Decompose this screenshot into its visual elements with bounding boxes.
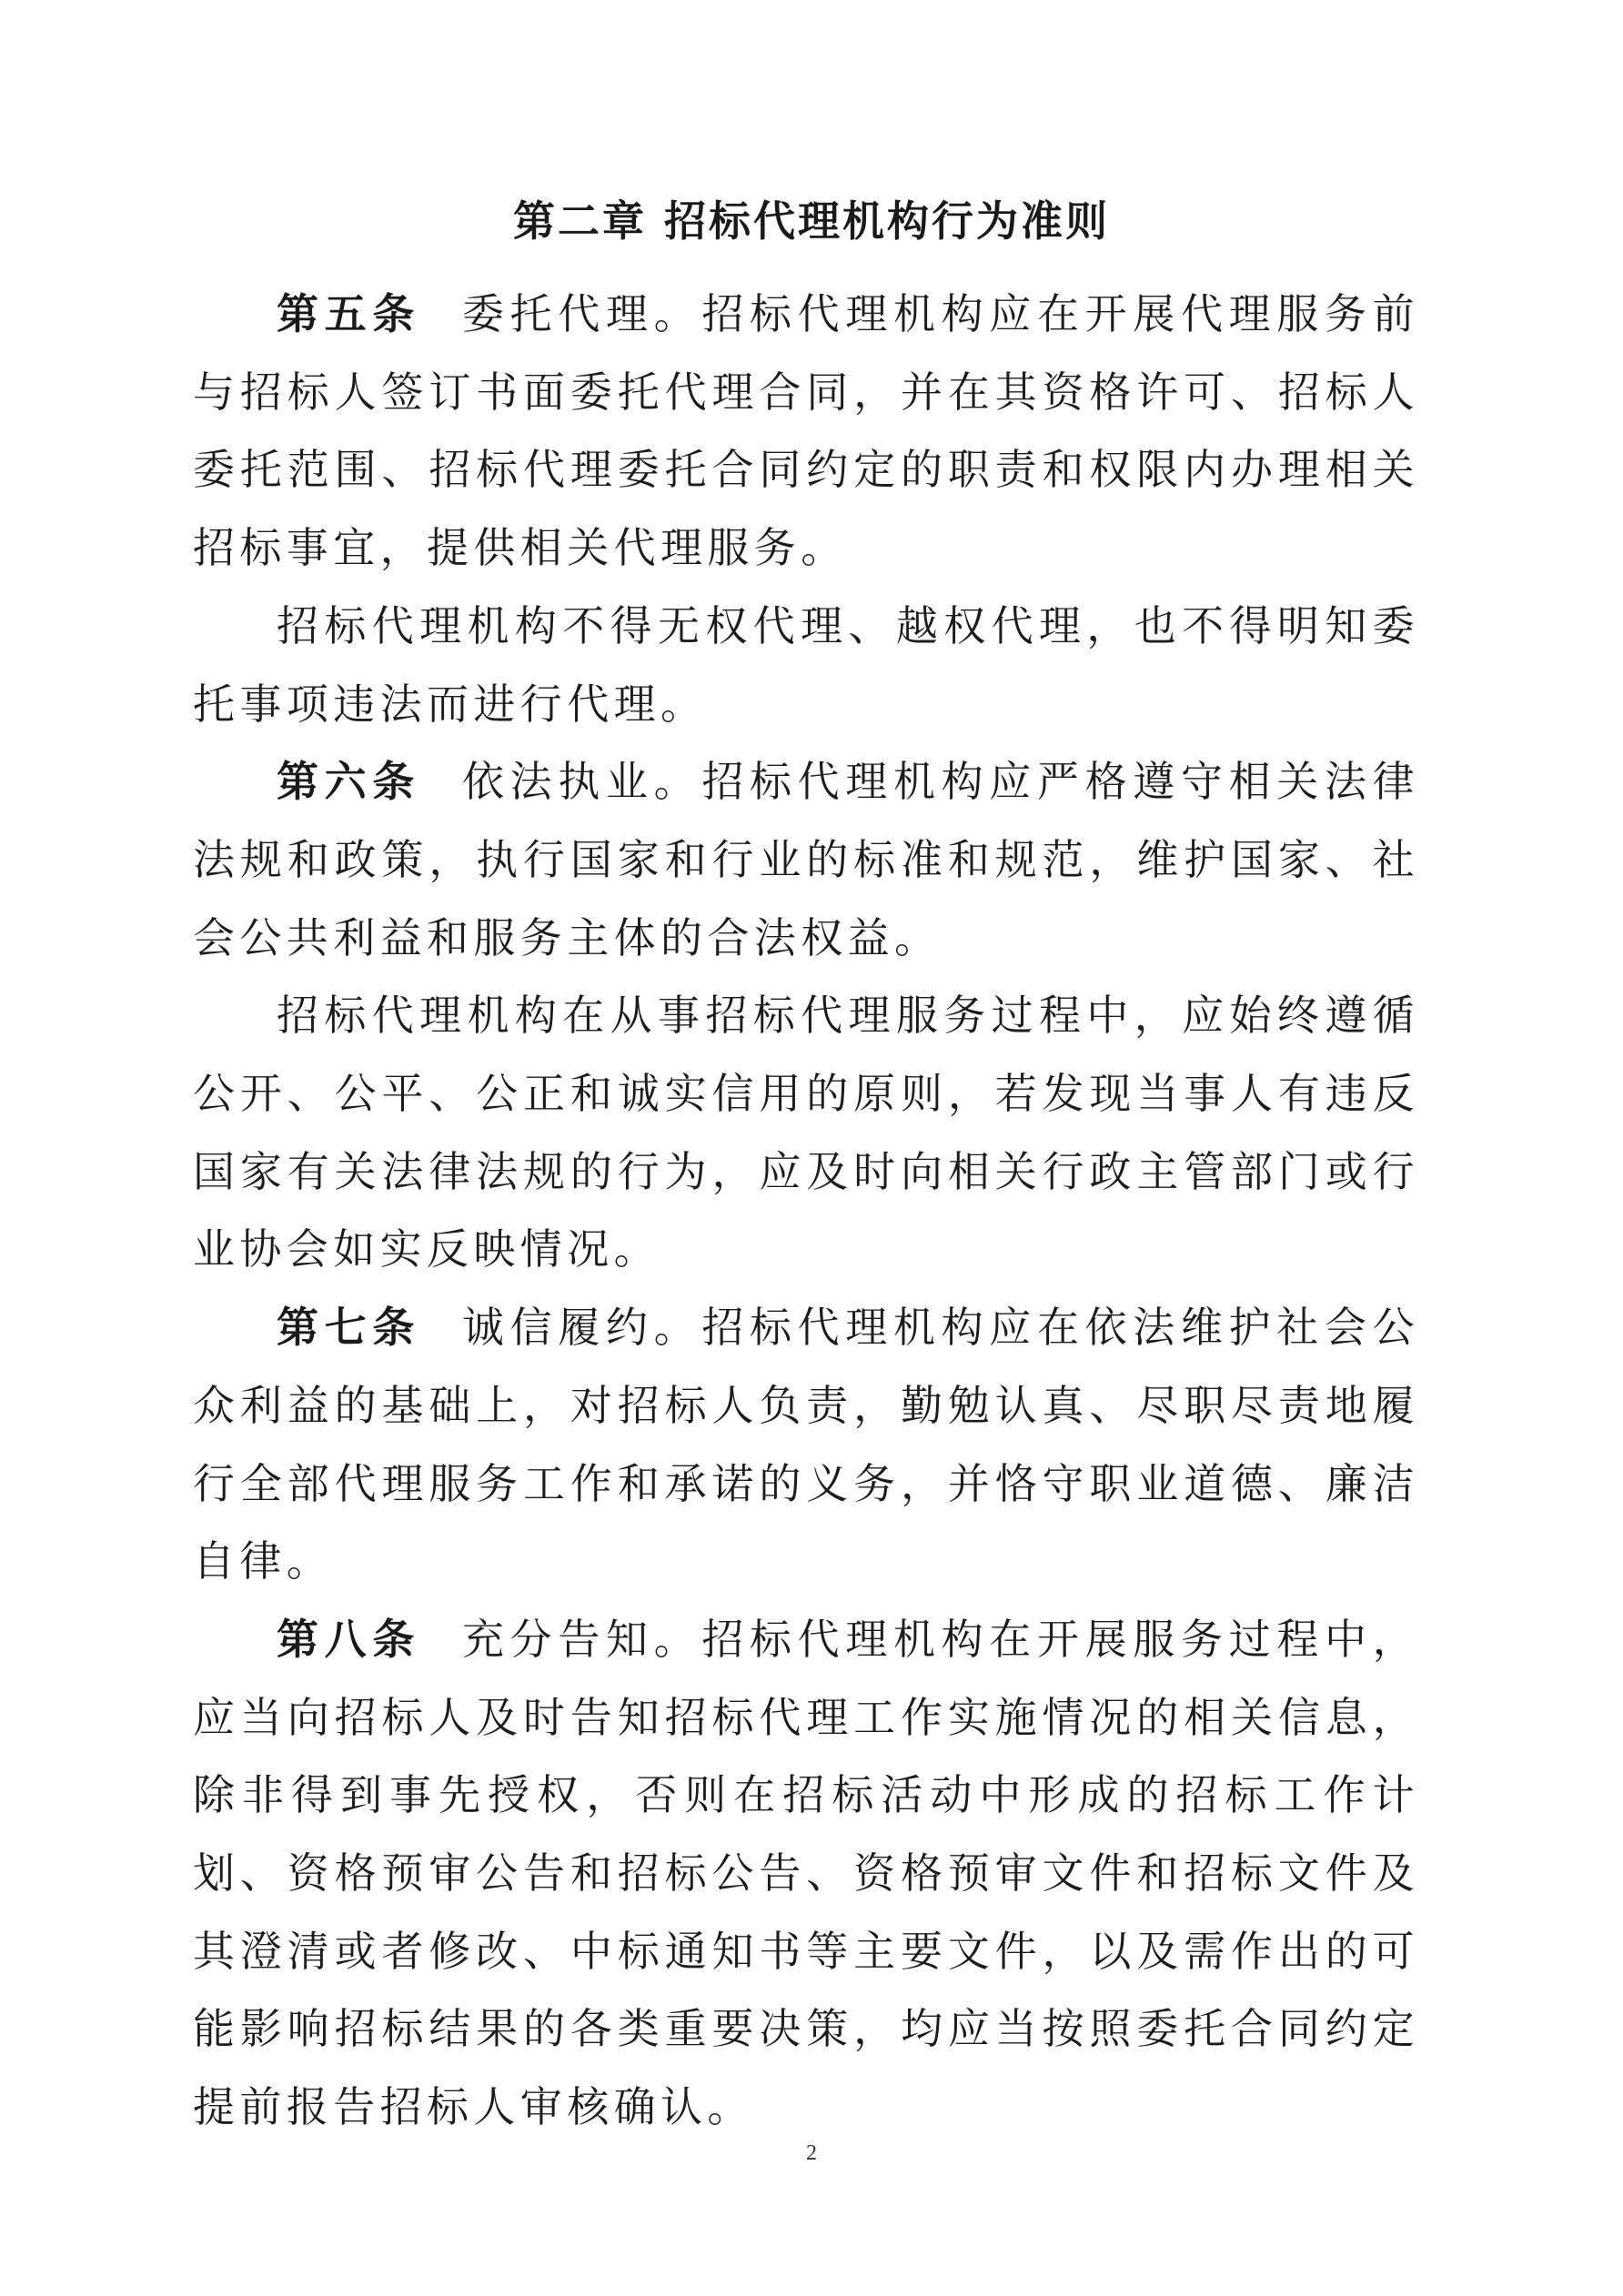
page-number: 2 xyxy=(806,2141,817,2165)
article-number: 第五条 xyxy=(277,289,420,338)
paragraph-text: 充分告知。招标代理机构在开展服务过程中，应当向招标人及时告知招标代理工作实施情况的相关信息，除非得到事先授权，否则在招标活动中形成的招标工作计划、资格预审公告和招标公告、资格预审文件和招标文件及其澄清或者修改、中标通知书等主要文件，以及需作出的可能影响招标结果的各类重要决策，均应当按照委托合同约定提前报告招标人审核确认。 xyxy=(193,1614,1420,2132)
article-number: 第六条 xyxy=(277,757,420,807)
article-number: 第八条 xyxy=(277,1614,420,1664)
paragraph-text: 招标代理机构不得无权代理、越权代理，也不得明知委托事项违法而进行代理。 xyxy=(193,600,1419,729)
article-paragraph xyxy=(193,1289,1419,1601)
article-paragraph xyxy=(193,1601,1419,2147)
article-paragraph xyxy=(193,743,1419,977)
article-paragraph xyxy=(193,276,1419,588)
paragraph-text: 委托代理。招标代理机构应在开展代理服务前与招标人签订书面委托代理合同，并在其资格许可、招标人委托范围、招标代理委托合同约定的职责和权限内办理相关招标事宜，提供相关代理服务。 xyxy=(193,289,1420,573)
paragraph-text: 招标代理机构在从事招标代理服务过程中，应始终遵循公开、公平、公正和诚实信用的原则，若发现当事人有违反国家有关法律法规的行为，应及时向相关行政主管部门或行业协会如实反映情况。 xyxy=(193,991,1419,1274)
chapter-title: 第二章 招标代理机构行为准则 xyxy=(512,196,1110,246)
article-number: 第七条 xyxy=(277,1303,420,1353)
article-paragraph xyxy=(193,977,1419,1289)
article-paragraph xyxy=(193,588,1419,743)
body-text xyxy=(193,276,1419,2147)
paragraph-text: 依法执业。招标代理机构应严格遵守相关法律法规和政策，执行国家和行业的标准和规范，维护国家、社会公共利益和服务主体的合法权益。 xyxy=(193,757,1420,962)
paragraph-text: 诚信履约。招标代理机构应在依法维护社会公众利益的基础上，对招标人负责，勤勉认真、尽职尽责地履行全部代理服务工作和承诺的义务，并恪守职业道德、廉洁自律。 xyxy=(193,1303,1420,1586)
